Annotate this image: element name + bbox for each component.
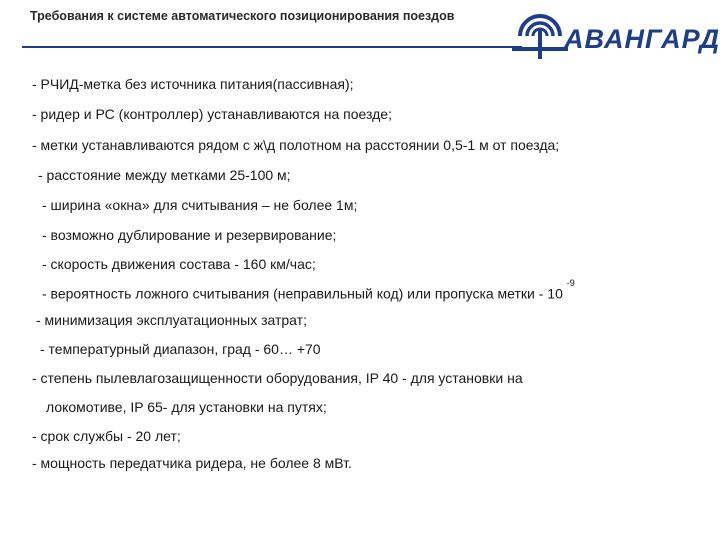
list-item: - минимизация эксплуатационных затрат; <box>36 312 307 328</box>
page-title: Требования к системе автоматического позиционирования поездов <box>30 9 455 23</box>
list-item: - метки устанавливаются рядом с ж\д полотном на расстоянии 0,5-1 м от поезда; <box>32 137 560 153</box>
logo <box>510 2 720 64</box>
list-item: - температурный диапазон, град - 60… +70 <box>40 341 321 357</box>
logo-wordmark: АВАНГАРД <box>564 24 720 54</box>
list-item: локомотиве, IP 65- для установки на путях; <box>46 399 327 415</box>
header-divider <box>22 46 522 48</box>
list-item: - ридер и РС (контроллер) устанавливаются на поезде; <box>32 106 392 122</box>
list-item: - мощность передатчика ридера, не более 8 мВт. <box>32 455 352 471</box>
list-item <box>42 278 575 302</box>
antenna-logo-icon <box>510 2 570 64</box>
list-item: - степень пылевлагозащищенности оборудования, IP 40 - для установки на <box>32 370 523 386</box>
exponent: -9 <box>566 278 575 288</box>
list-item: - ширина «окна» для считывания – не более 1м; <box>42 197 358 213</box>
list-item: - срок службы - 20 лет; <box>32 428 181 444</box>
list-item: - РЧИД-метка без источника питания(пассивная); <box>32 76 354 92</box>
list-item: - расстояние между метками 25-100 м; <box>38 167 291 183</box>
list-item: - возможно дублирование и резервирование; <box>42 227 337 243</box>
list-item: - скорость движения состава - 160 км/час; <box>42 256 316 272</box>
list-item-text: - вероятность ложного считывания (неправильный код) или пропуска метки - 10 <box>42 285 563 302</box>
